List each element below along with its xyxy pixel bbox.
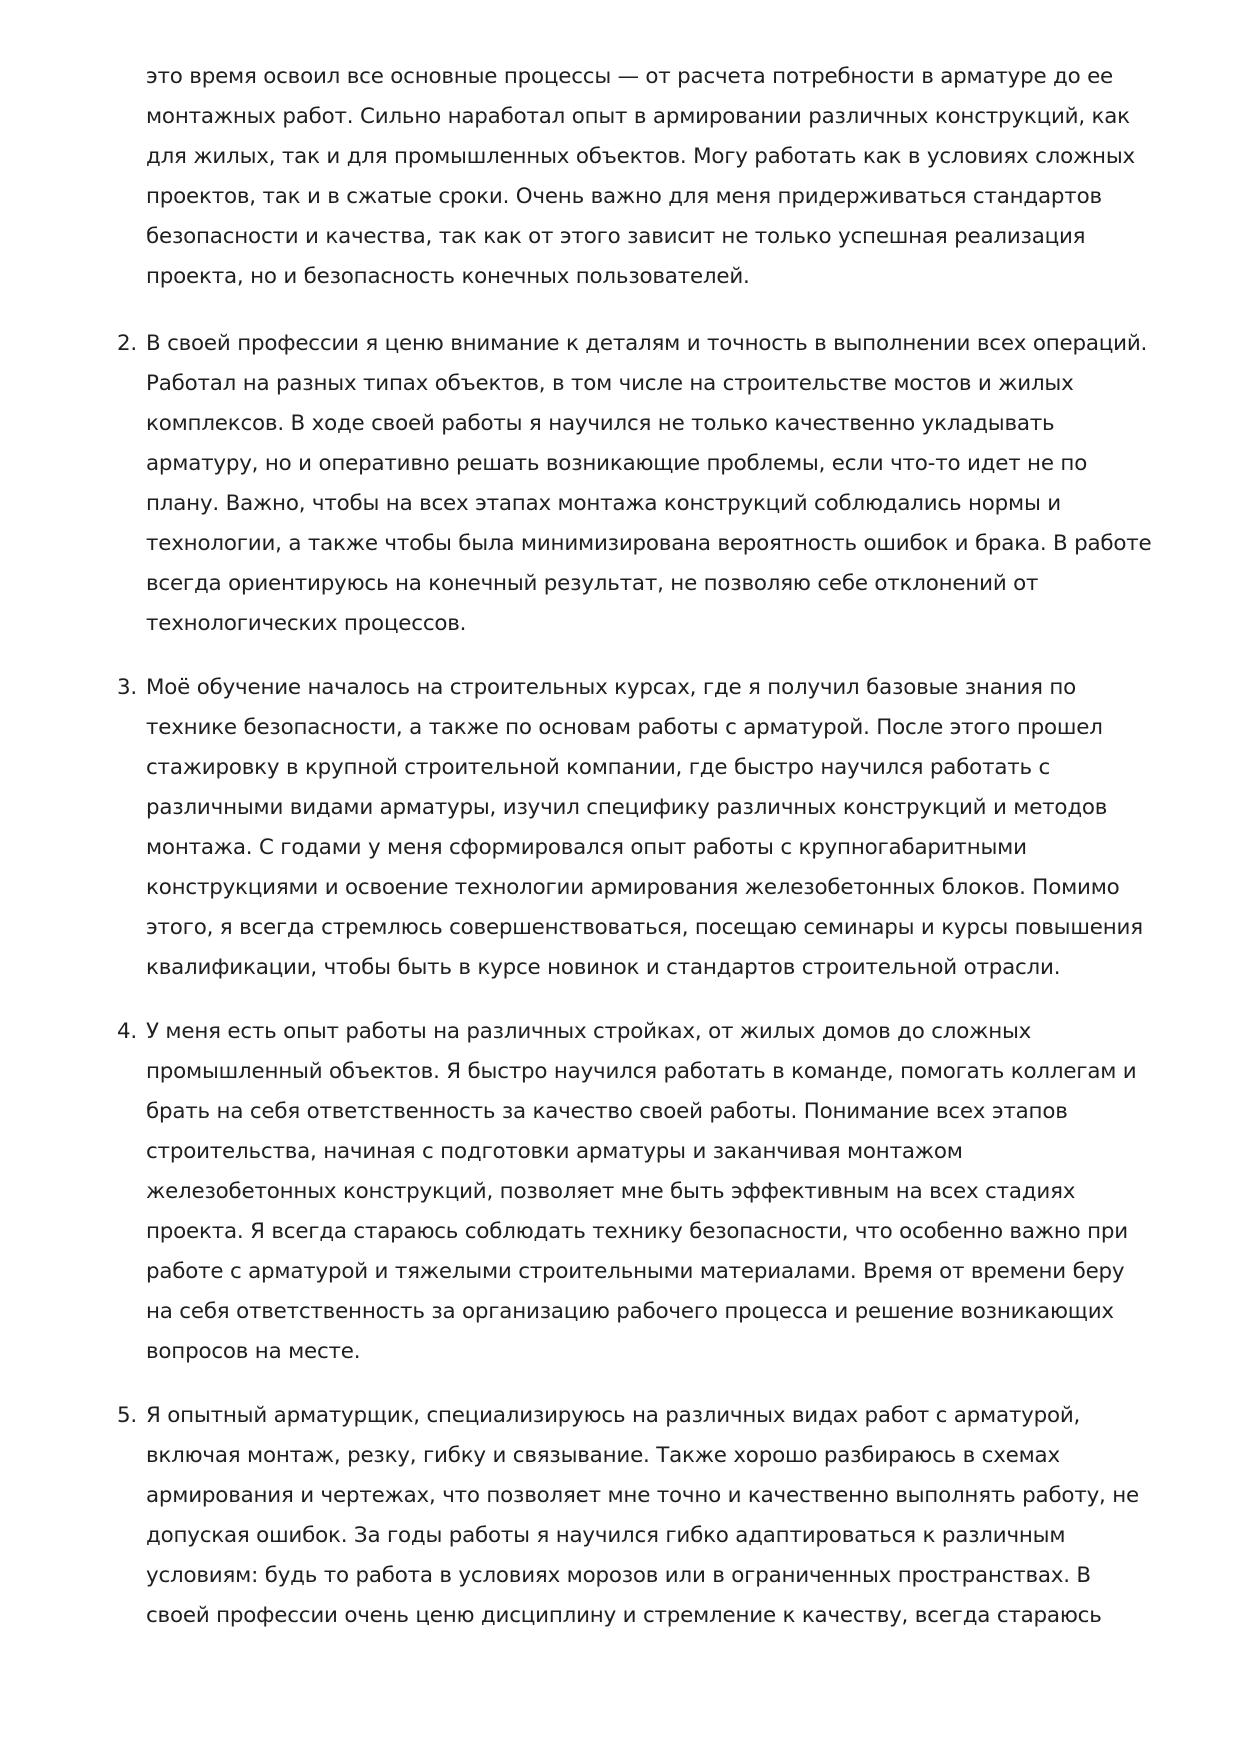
list-item-text: это время освоил все основные процессы — от расчета потребности в арматуре до ее монтажных работ. Сильно наработал опыт в армировании различных конструкций, как для жилых, так и для промышленных объектов. Могу работать как в условиях сложных проектов, так и в сжатые сроки. Очень важно для меня придерживаться стандартов безопасности и качества, так как от этого зависит не только успешная реализация проекта, но и безопасность конечных пользователей. [146, 64, 1135, 289]
list-item [0, 1012, 1156, 1372]
list-item-text: Я опытный арматурщик, специализируюсь на различных видах работ с арматурой, включая монтаж, резку, гибку и связывание. Также хорошо разбираюсь в схемах армирования и чертежах, что позволяет мне точно и качественно выполнять работу, не допуская ошибок. За годы работы я научился гибко адаптироваться к различным условиям: будь то работа в условиях морозов или в ограниченных пространствах. В своей профессии очень ценю дисциплину и стремление к качеству, всегда стараюсь [146, 1403, 1139, 1628]
list-item-number: 4. [117, 1019, 138, 1044]
list-item [0, 1396, 1156, 1636]
list-item [0, 324, 1156, 644]
list-item-number: 3. [117, 675, 138, 700]
list-item-continued [0, 57, 1156, 297]
list-item-text: В своей профессии я ценю внимание к деталям и точность в выполнении всех операций. Работал на разных типах объектов, в том числе на строительстве мостов и жилых комплексов. В ходе своей работы я научился не только качественно укладывать арматуру, но и оперативно решать возникающие проблемы, если что-то идет не по плану. Важно, чтобы на всех этапах монтажа конструкций соблюдались нормы и технологии, а также чтобы была минимизирована вероятность ошибок и брака. В работе всегда ориентируюсь на конечный результат, не позволяю себе отклонений от технологических процессов. [146, 331, 1152, 636]
list-item [0, 668, 1156, 988]
list-item-text: У меня есть опыт работы на различных стройках, от жилых домов до сложных промышленный объектов. Я быстро научился работать в команде, помогать коллегам и брать на себя ответственность за качество своей работы. Понимание всех этапов строительства, начиная с подготовки арматуры и заканчивая монтажом железобетонных конструкций, позволяет мне быть эффективным на всех стадиях проекта. Я всегда стараюсь соблюдать технику безопасности, что особенно важно при работе с арматурой и тяжелыми строительными материалами. Время от времени беру на себя ответственность за организацию рабочего процесса и решение возникающих вопросов на месте. [146, 1019, 1137, 1364]
list-item-number: 5. [117, 1403, 138, 1428]
list-item-text: Моё обучение началось на строительных курсах, где я получил базовые знания по технике безопасности, а также по основам работы с арматурой. После этого прошел стажировку в крупной строительной компании, где быстро научился работать с различными видами арматуры, изучил специфику различных конструкций и методов монтажа. С годами у меня сформировался опыт работы с крупногабаритными конструкциями и освоение технологии армирования железобетонных блоков. Помимо этого, я всегда стремлюсь совершенствоваться, посещаю семинары и курсы повышения квалификации, чтобы быть в курсе новинок и стандартов строительной отрасли. [146, 675, 1143, 980]
list-item-number: 2. [117, 331, 138, 356]
